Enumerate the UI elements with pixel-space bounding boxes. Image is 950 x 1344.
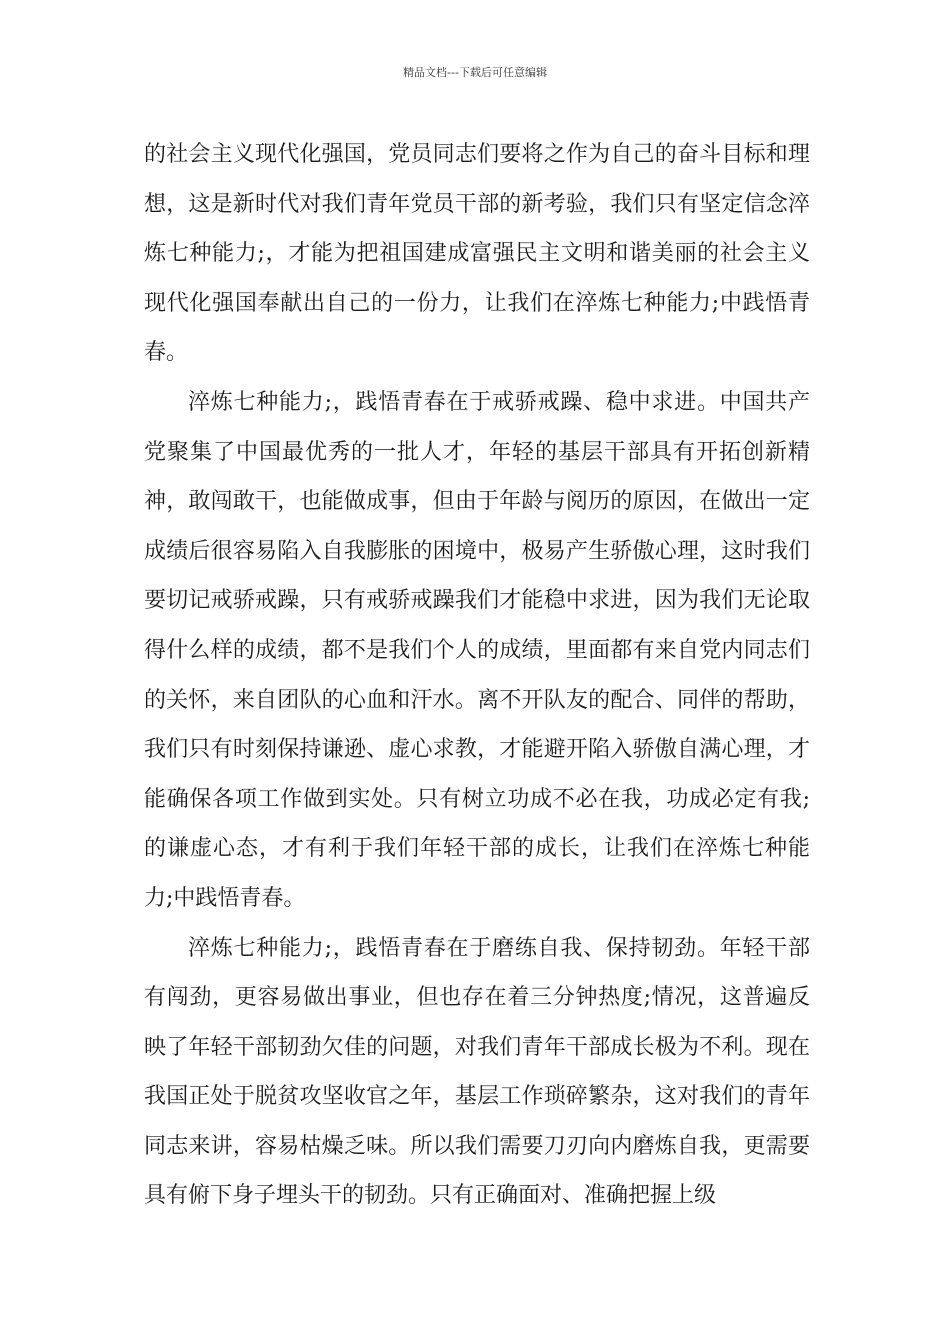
paragraph-continuation: 的社会主义现代化强国，党员同志们要将之作为自己的奋斗目标和理想，这是新时代对我们青年党员干部的新考验，我们只有坚定信念淬炼七种能力;，才能为把祖国建成富强民主文明和谐美丽的社会主义现代化强国奉献出自己的一份力，让我们在淬炼七种能力;中践悟青春。 bbox=[144, 142, 810, 366]
paragraph-perseverance: 淬炼七种能力;，践悟青春在于磨练自我、保持韧劲。年轻干部有闯劲，更容易做出事业，但也存在着三分钟热度;情况，这普遍反映了年轻干部韧劲欠佳的问题，对我们青年干部成长极为不利。现在我国正处于脱贫攻坚收官之年，基层工作琐碎繁杂，这对我们的青年同志来讲，容易枯燥乏味。所以我们需要刀刃向内磨炼自我，更需要具有俯下身子埋头干的韧劲。只有正确面对、准确把握上级 bbox=[144, 935, 810, 1209]
page-header: 精品文档---下载后可任意编辑 bbox=[403, 66, 547, 79]
paragraph-humility: 淬炼七种能力;，践悟青春在于戒骄戒躁、稳中求进。中国共产党聚集了中国最优秀的一批人才，年轻的基层干部具有开拓创新精神，敢闯敢干，也能做成事，但由于年龄与阅历的原因，在做出一定成绩后很容易陷入自我膨胀的困境中，极易产生骄傲心理，这时我们要切记戒骄戒躁，只有戒骄戒躁我们才能稳中求进，因为我们无论取得什么样的成绩，都不是我们个人的成绩，里面都有来自党内同志们的关怀，来自团队的心血和汗水。离不开队友的配合、同伴的帮助，我们只有时刻保持谦逊、虚心求教，才能避开陷入骄傲自满心理，才能确保各项工作做到实处。只有树立功成不必在我，功成必定有我;的谦虚心态，才有利于我们年轻干部的成长，让我们在淬炼七种能力;中践悟青春。 bbox=[144, 389, 810, 911]
document-body bbox=[144, 130, 810, 1221]
